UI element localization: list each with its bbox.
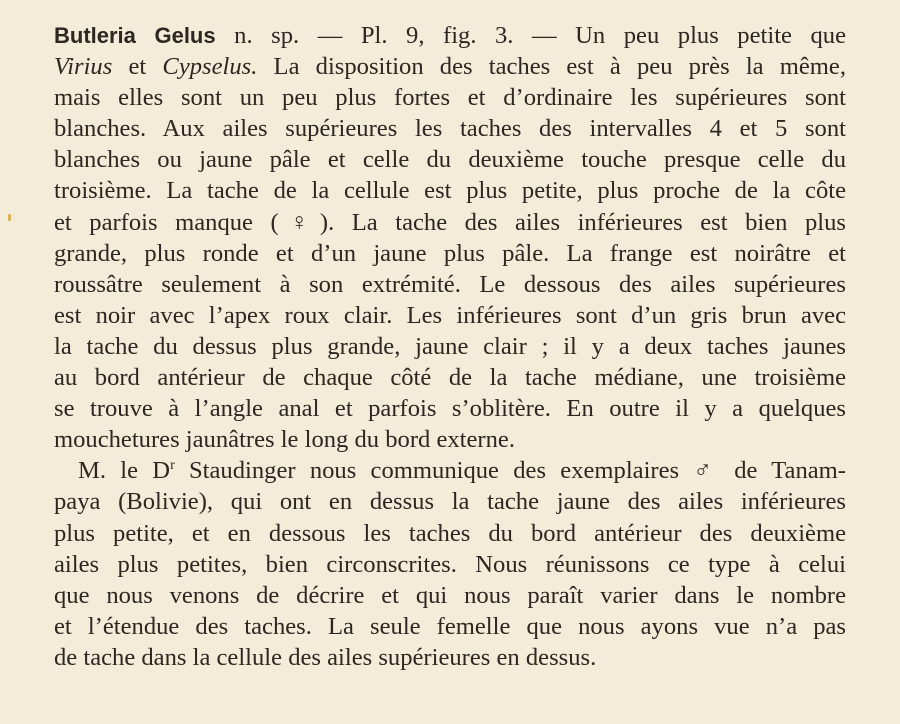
doctor-superscript: r xyxy=(170,458,175,474)
paragraph-2-line: ailes plus petites, bien circonscrites. Nous réunissons ce type à celui xyxy=(54,550,846,578)
paragraph-1-line: au bord antérieur de chaque côté de la tache médiane, une troisième xyxy=(54,364,846,392)
line-1-rest: Staudinger nous communique des exemplaires ♂ de Tanam- xyxy=(174,457,846,485)
paragraph-1-line: mouchetures jaunâtres le long du bord externe. xyxy=(54,426,515,454)
paragraph-2-line: de tache dans la cellule des ailes supérieures en dessus. xyxy=(54,643,597,671)
line-2-rest: La disposition des taches est à peu près la même, xyxy=(257,53,846,81)
paragraph-2-line: que nous venons de décrire et qui nous paraît varier dans le nombre xyxy=(54,581,846,609)
paragraph-1-line: la tache du dessus plus grande, jaune clair ; il y a deux taches jaunes xyxy=(54,332,846,360)
cypselus-name: Cypselus. xyxy=(162,53,258,81)
paragraph-2-line: et l’étendue des taches. La seule femelle que nous ayons vue n’a pas xyxy=(54,612,846,640)
virius-name: Virius xyxy=(54,53,113,81)
paragraph-1-line: blanches. Aux ailes supérieures les taches des intervalles 4 et 5 sont xyxy=(54,115,846,143)
paragraph-1-line: troisième. La tache de la cellule est plus petite, plus proche de la côte xyxy=(54,177,846,205)
conjunction-text: et xyxy=(112,53,163,81)
species-name: Gelus xyxy=(154,23,216,48)
paragraph-2-line: plus petite, et en dessous les taches du bord antérieur des deuxième xyxy=(54,519,846,547)
margin-speck xyxy=(8,214,11,221)
paragraph-1-line-2 xyxy=(54,51,846,82)
paragraph-2-line: paya (Bolivie), qui ont en dessus la tache jaune des ailes inférieures xyxy=(54,488,846,516)
genus-name: Butleria xyxy=(54,23,136,48)
paragraph-1-line: blanches ou jaune pâle et celle du deuxième touche presque celle du xyxy=(54,146,846,174)
paragraph-2-line-1 xyxy=(54,455,846,486)
species-description-text xyxy=(54,20,846,673)
doctor-abbrev: M. le D xyxy=(78,457,171,485)
paragraph-1-line: se trouve à l’angle anal et parfois s’oblitère. En outre il y a quelques xyxy=(54,395,846,423)
paragraph-1-line: roussâtre seulement à son extrémité. Le dessous des ailes supérieures xyxy=(54,270,846,298)
paragraph-1-line: est noir avec l’apex roux clair. Les inférieures sont d’un gris brun avec xyxy=(54,301,846,329)
paragraph-1-line: grande, plus ronde et d’un jaune plus pâle. La frange est noirâtre et xyxy=(54,239,846,267)
paragraph-1-line: mais elles sont un peu plus fortes et d’ordinaire les supérieures sont xyxy=(54,84,846,112)
paragraph-1-line: et parfois manque (♀). La tache des ailes inférieures est bien plus xyxy=(54,208,846,236)
reference-text: n. sp. — Pl. 9, fig. 3. — Un peu plus petite que xyxy=(215,22,846,49)
paragraph-1-line-1 xyxy=(54,20,846,51)
